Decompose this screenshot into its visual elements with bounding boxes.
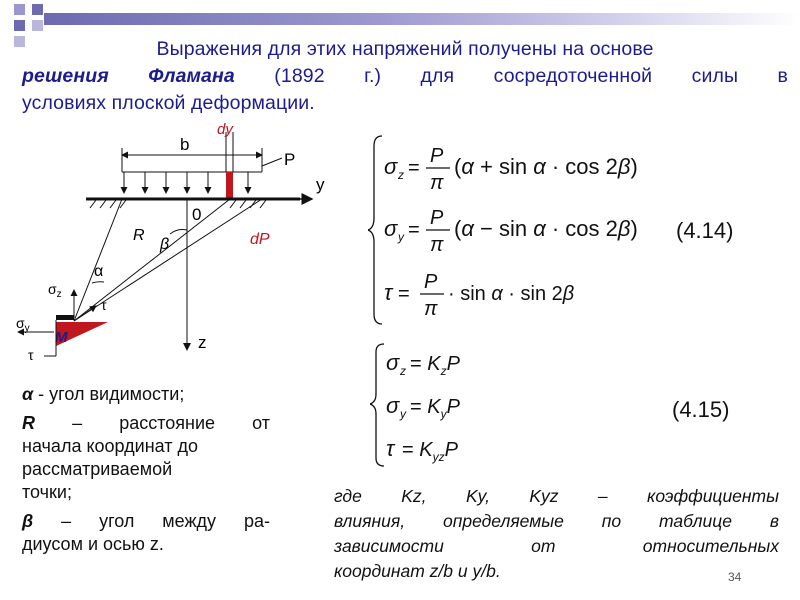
def-alpha-symbol: α: [22, 384, 34, 404]
label-P: P: [284, 150, 296, 169]
def-beta-line2: диусом и осью z.: [22, 534, 164, 554]
note-line-4: координат z/b и y/b.: [334, 561, 501, 581]
header-square-3: [14, 20, 25, 31]
svg-text:τ: τ: [384, 280, 393, 305]
def-R-line1: – расстояние от: [35, 413, 270, 433]
def-R-symbol: R: [22, 413, 35, 433]
svg-text:· sin α · sin 2β: · sin α · sin 2β: [448, 283, 575, 305]
svg-text:τ: τ: [386, 436, 395, 461]
svg-text:π: π: [430, 172, 444, 194]
coefficients-note: [334, 484, 779, 584]
svg-text:P: P: [430, 145, 444, 167]
label-z: z: [198, 333, 207, 352]
svg-text:=: =: [408, 219, 420, 241]
label-M: M: [55, 329, 68, 346]
svg-text:= KyP: = $K_yP$: [410, 396, 460, 421]
label-0: 0: [192, 205, 202, 224]
note-line-2: влияния, определяемые по таблице в: [334, 511, 779, 531]
header-bar: [44, 13, 800, 25]
header-square-4: [32, 20, 43, 31]
def-alpha-text: - угол видимости;: [33, 384, 185, 404]
note-line-1: где Kz, Ky, Kyz – коэффициенты: [334, 486, 779, 506]
title-line-2: [22, 63, 788, 90]
label-b: b: [180, 135, 190, 154]
slide-title: [22, 36, 788, 117]
label-R: R: [133, 227, 145, 244]
svg-text:(α − sin α · cos 2β): (α − sin α · cos 2β): [454, 216, 638, 241]
def-beta-line1: – угол между ра-: [33, 511, 270, 531]
def-R-line4: точки;: [22, 482, 72, 502]
svg-text:P: P: [424, 271, 438, 293]
header-square-1: [14, 4, 25, 15]
formula-system-4-15: [370, 340, 520, 470]
equation-number-4-14: (4.14): [676, 218, 734, 243]
definitions-block: [22, 383, 270, 556]
svg-text:z: z: [400, 364, 406, 378]
def-R: [22, 412, 270, 504]
header-square-2: [32, 4, 43, 15]
label-tau-left: τ: [28, 347, 34, 363]
label-dP: dP: [250, 231, 270, 248]
svg-text:σ: σ: [384, 154, 398, 179]
def-beta: [22, 510, 270, 556]
svg-text:(α + sin α · cos 2β): (α + sin α · cos 2β): [454, 154, 638, 179]
svg-text:π: π: [430, 234, 444, 256]
def-R-line2: начала координат до: [22, 436, 199, 456]
svg-text:π: π: [424, 298, 438, 320]
label-dy: dy: [217, 121, 233, 138]
svg-text:σ: σ: [386, 350, 400, 375]
svg-text:P: P: [430, 207, 444, 229]
svg-text:σ: σ: [386, 393, 400, 418]
title-line-3: условиях плоской деформации.: [22, 92, 315, 114]
title-emphasis: решения Фламана: [22, 65, 235, 87]
svg-text:=: =: [408, 157, 420, 179]
label-tau-top: τ: [101, 297, 107, 313]
label-y: y: [316, 175, 325, 194]
title-line-1: Выражения для этих напряжений получены на основе: [156, 38, 654, 60]
dP-load-strip: [226, 172, 233, 199]
def-alpha: [22, 383, 270, 406]
def-beta-symbol: β: [22, 511, 34, 531]
def-R-line3: рассматриваемой: [22, 459, 173, 479]
svg-text:z: z: [398, 168, 404, 182]
svg-text:y: y: [398, 230, 404, 244]
svg-text:= KyzP: = $K_{yz}P$: [402, 439, 458, 464]
label-sigma-y: $\sigma_y$: [16, 315, 30, 334]
page-number: 34: [728, 570, 742, 584]
ray-dP: [74, 199, 230, 321]
formula-system-4-14: [368, 132, 658, 328]
svg-text:y: y: [400, 407, 406, 421]
label-beta: β: [160, 236, 170, 253]
equation-number-4-15: (4.15): [672, 397, 730, 422]
title-line-2-rest: (1892 г.) для сосредоточенной силы в: [274, 65, 788, 87]
label-alpha: α: [94, 263, 104, 280]
label-sigma-z: $\sigma_z$: [48, 281, 62, 300]
svg-text:σ: σ: [384, 216, 398, 241]
note-line-3: зависимости от относительных: [334, 536, 779, 556]
flamant-diagram: [0, 118, 340, 368]
svg-text:= KzP: = $K_zP$: [410, 353, 460, 378]
svg-text:=: =: [398, 283, 410, 305]
